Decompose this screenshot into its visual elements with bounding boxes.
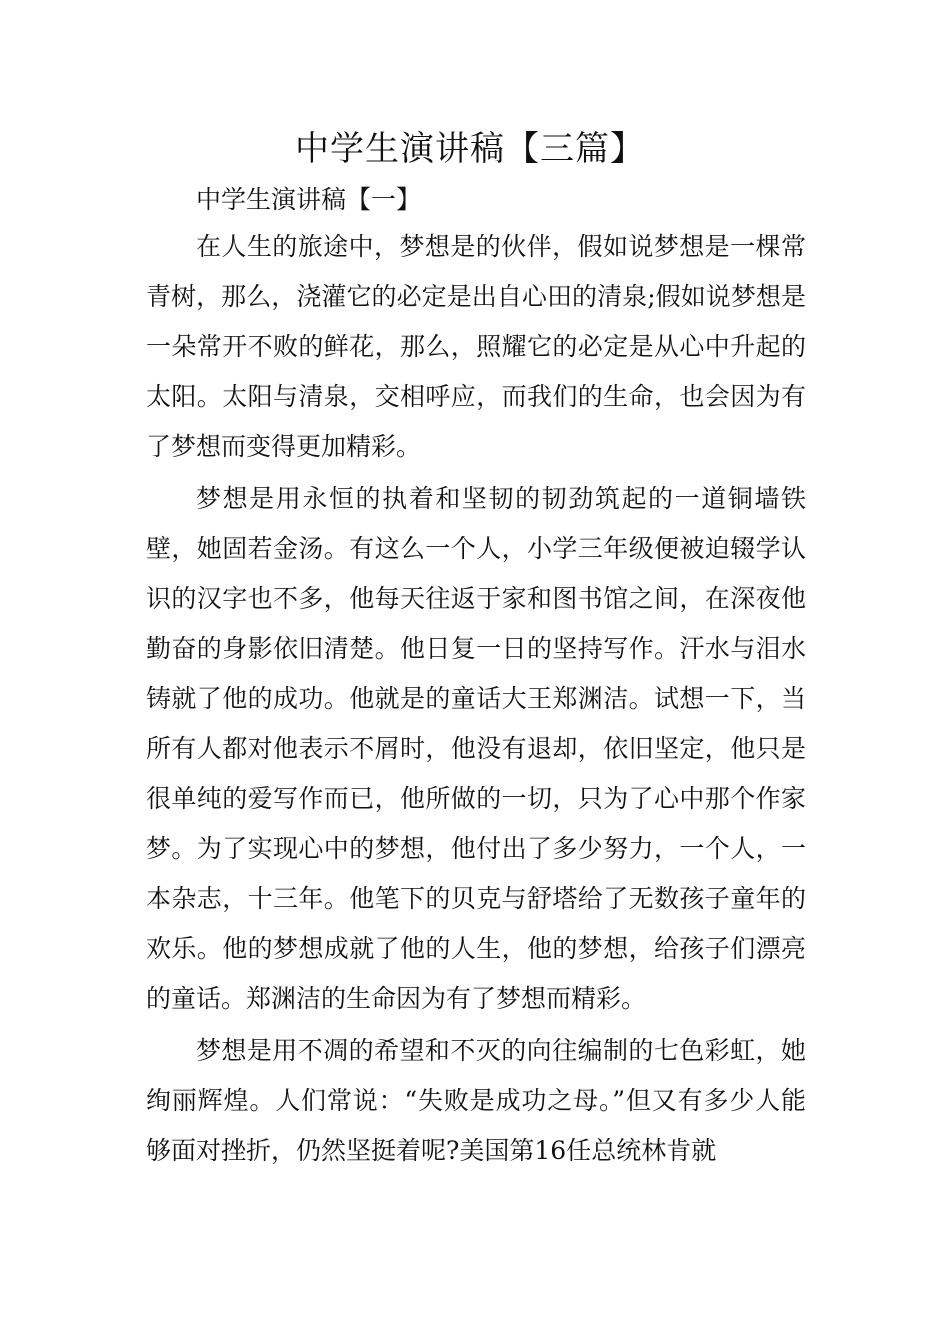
section-heading: 中学生演讲稿【一】 xyxy=(196,185,422,214)
document-title: 中学生演讲稿【三篇】 xyxy=(295,129,645,169)
paragraph-3: 梦想是用不凋的希望和不灭的向往编制的七色彩虹，她绚丽辉煌。人们常说：“失败是成功之母。”但又有多少人能够面对挫折，仍然坚挺着呢?美国第16任总统林肯就 xyxy=(146,1036,806,1165)
document-body xyxy=(146,222,806,1178)
paragraph-2: 梦想是用永恒的执着和坚韧的韧劲筑起的一道铜墙铁壁，她固若金汤。有这么一个人，小学三年级便被迫辍学认识的汉字也不多，他每天往返于家和图书馆之间，在深夜他勤奋的身影依旧清楚。他日复一日的坚持写作。汗水与泪水铸就了他的成功。他就是的童话大王郑渊洁。试想一下，当所有人都对他表示不屑时，他没有退却，依旧坚定，他只是很单纯的爱写作而已，他所做的一切，只为了心中那个作家梦。为了实现心中的梦想，他付出了多少努力，一个人，一本杂志，十三年。他笔下的贝克与舒塔给了无数孩子童年的欢乐。他的梦想成就了他的人生，他的梦想，给孩子们漂亮的童话。郑渊洁的生命因为有了梦想而精彩。 xyxy=(146,484,806,1013)
paragraph-1: 在人生的旅途中，梦想是的伙伴，假如说梦想是一棵常青树，那么，浇灌它的必定是出自心田的清泉;假如说梦想是一朵常开不败的鲜花，那么，照耀它的必定是从心中升起的太阳。太阳与清泉，交相呼应，而我们的生命，也会因为有了梦想而变得更加精彩。 xyxy=(146,232,806,461)
